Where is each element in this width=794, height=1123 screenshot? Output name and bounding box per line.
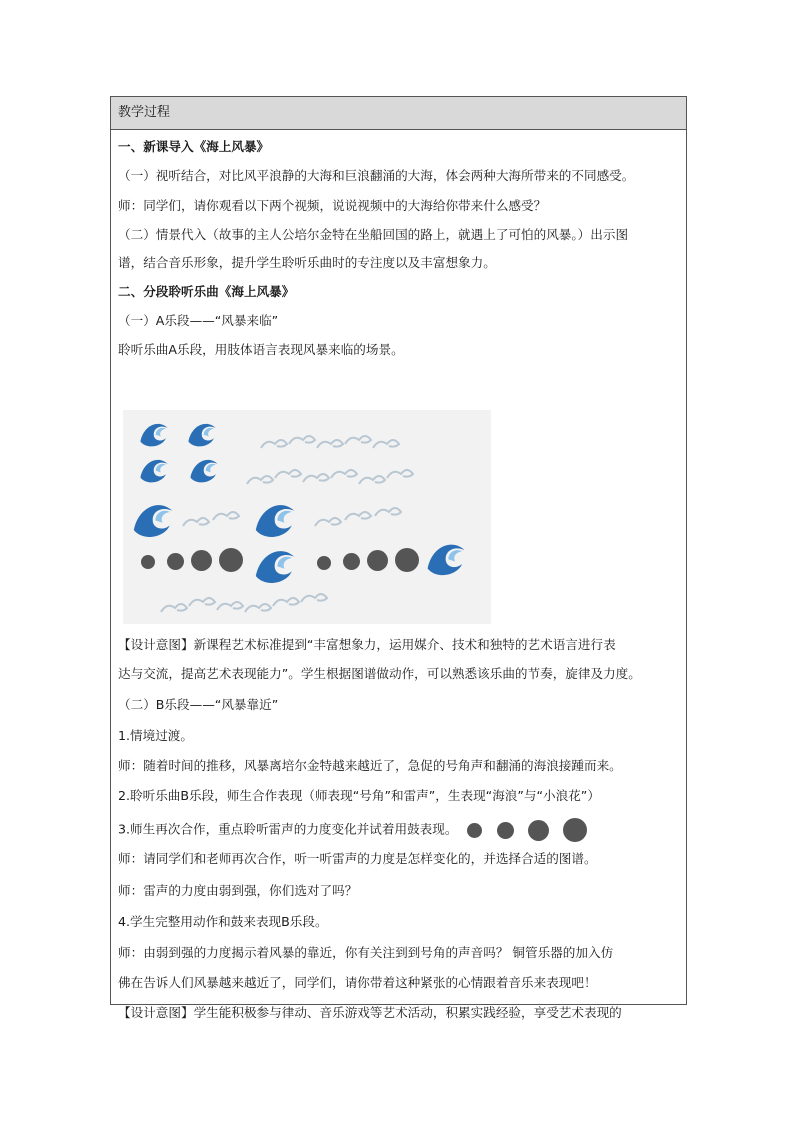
cloud-swirl-icon <box>159 590 329 618</box>
cloud-swirl-icon <box>259 432 409 454</box>
paragraph: 1.情境过渡。 <box>118 728 193 743</box>
section-heading-2: 二、分段聆听乐曲《海上风暴》 <box>118 284 295 299</box>
cloud-swirl-icon <box>313 506 413 532</box>
thunder-dot <box>528 820 549 841</box>
subheading: （二）B乐段——“风暴靠近” <box>118 697 279 712</box>
graphic-score-figure <box>123 410 491 624</box>
thunder-dot <box>191 550 212 571</box>
paragraph-text: 3.师生再次合作，重点聆听雷声的力度变化并试着用鼓表现。 <box>118 821 458 837</box>
table-header: 教学过程 <box>111 97 686 130</box>
paragraph: 佛在告诉人们风暴越来越近了，同学们，请你带着这种紧张的心情跟着音乐来表现吧！ <box>118 975 597 990</box>
paragraph: 师：请同学们和老师再次合作，听一听雷声的力度是怎样变化的，并选择合适的图谱。 <box>118 851 597 866</box>
thunder-dot <box>497 822 514 839</box>
thunder-dot <box>317 556 331 570</box>
design-intent-note: 【设计意图】学生能积极参与律动、音乐游戏等艺术活动，积累实践经验，享受艺术表现的 <box>118 1005 622 1020</box>
paragraph: 2.聆听乐曲B乐段，师生合作表现（师表现“号角”和雷声”，生表现“海浪”与“小浪花”） <box>118 788 600 803</box>
thunder-dot <box>219 548 243 572</box>
paragraph: （二）情景代入（故事的主人公培尔金特在坐船回国的路上，就遇上了可怕的风暴。）出示图 <box>118 227 629 242</box>
design-intent-note: 【设计意图】新课程艺术标准提到“丰富想象力，运用媒介、技术和独特的艺术语言进行表 <box>118 637 616 652</box>
paragraph: 师：由弱到强的力度揭示着风暴的靠近，你有关注到到号角的声音吗？ 铜管乐器的加入仿 <box>118 945 614 960</box>
thunder-dot <box>343 553 360 570</box>
paragraph-with-dots <box>118 818 680 842</box>
thunder-dot <box>563 818 587 842</box>
wave-icon <box>137 416 171 450</box>
lesson-table <box>110 96 687 1020</box>
section-heading-1: 一、新课导入《海上风暴》 <box>118 139 270 154</box>
cloud-swirl-icon <box>181 508 247 530</box>
paragraph: 师：雷声的力度由弱到强，你们选对了吗？ <box>118 883 358 898</box>
thunder-dot <box>141 555 155 569</box>
paragraph: 师：同学们，请你观看以下两个视频，说说视频中的大海给你带来什么感受？ <box>118 198 547 213</box>
wave-icon <box>251 494 299 542</box>
wave-icon <box>251 540 299 588</box>
thunder-dot <box>167 553 184 570</box>
paragraph: 谱，结合音乐形象，提升学生聆听乐曲时的专注度以及丰富想象力。 <box>118 255 496 270</box>
paragraph: 聆听乐曲A乐段，用肢体语言表现风暴来临的场景。 <box>118 342 404 357</box>
thunder-dot <box>467 823 482 838</box>
wave-icon <box>137 452 171 486</box>
thunder-dot <box>367 550 388 571</box>
subheading: （一）A乐段——“风暴来临” <box>118 313 279 328</box>
wave-icon <box>129 494 177 542</box>
paragraph: 达与交流，提高艺术表现能力”。学生根据图谱做动作，可以熟悉该乐曲的节奏，旋律及力度。 <box>118 666 641 681</box>
wave-icon <box>423 534 469 580</box>
cloud-swirl-icon <box>245 464 415 490</box>
thunder-dot <box>395 548 419 572</box>
wave-icon <box>187 452 221 486</box>
wave-icon <box>185 416 219 450</box>
paragraph: 4.学生完整用动作和鼓来表现B乐段。 <box>118 914 328 929</box>
paragraph: 师：随着时间的推移，风暴离培尔金特越来越近了，急促的号角声和翻涌的海浪接踵而来。 <box>118 758 622 773</box>
paragraph: （一）视听结合，对比风平浪静的大海和巨浪翻涌的大海，体会两种大海所带来的不同感受。 <box>118 168 635 183</box>
